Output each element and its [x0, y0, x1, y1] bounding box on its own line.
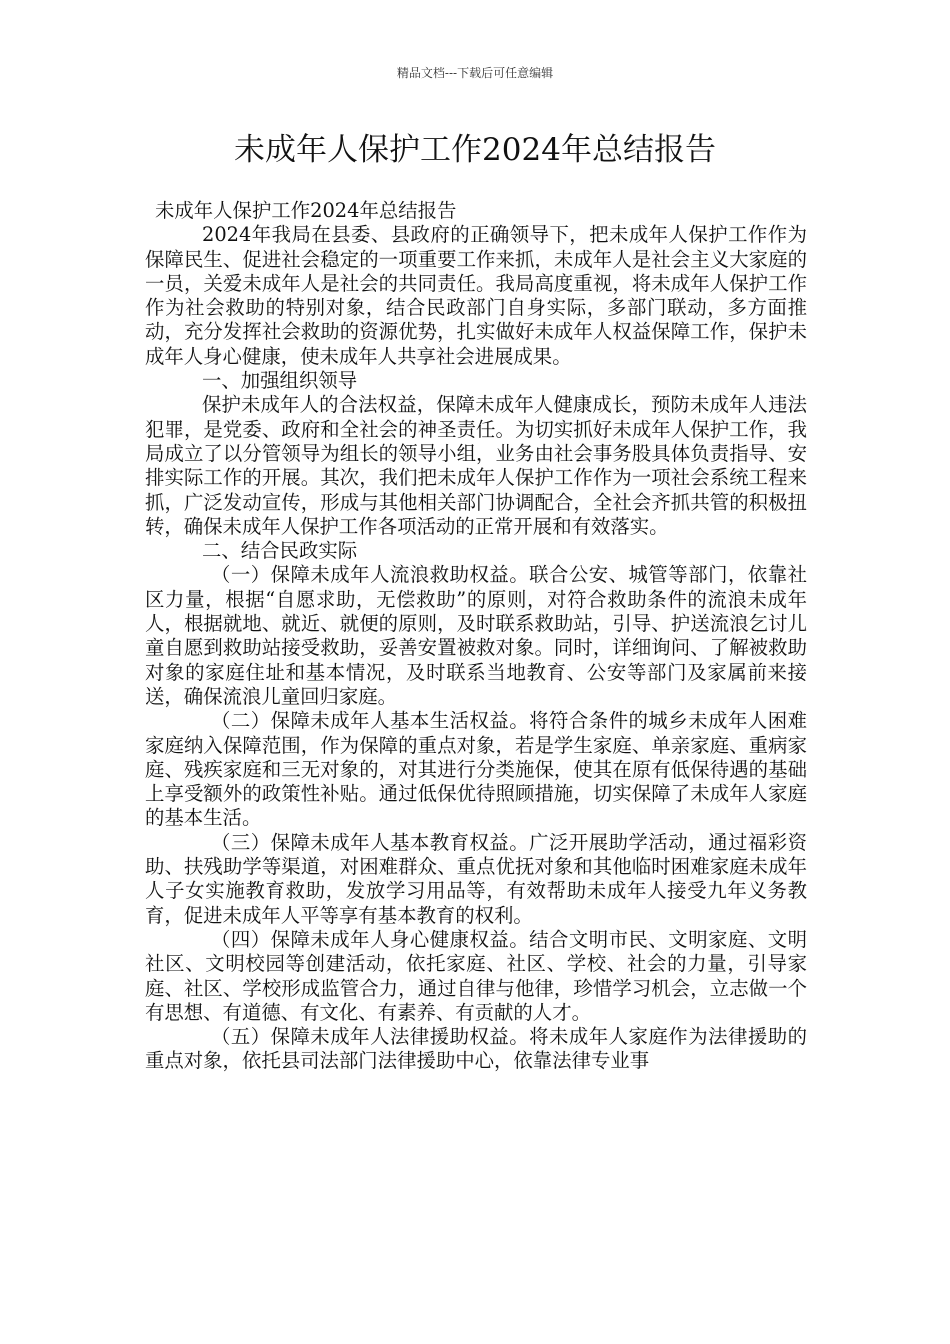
document-body — [145, 199, 807, 1074]
section-heading-2: 二、结合民政实际 — [202, 539, 358, 563]
paragraph-item-2: （二）保障未成年人基本生活权益。将符合条件的城乡未成年人困难家庭纳入保障范围，作为保障的重点对象，若是学生家庭、单亲家庭、重病家庭、残疾家庭和三无对象的，对其进行分类施保，使其在原有低保待遇的基础上享受额外的政策性补贴。通过低保优待照顾措施，切实保障了未成年人家庭的基本生活。 — [145, 709, 807, 830]
paragraph-item-5: （五）保障未成年人法律援助权益。将未成年人家庭作为法律援助的重点对象，依托县司法部门法律援助中心，依靠法律专业事 — [145, 1025, 807, 1073]
paragraph-intro: 2024年我局在县委、县政府的正确领导下，把未成年人保护工作作为保障民生、促进社会稳定的一项重要工作来抓，未成年人是社会主义大家庭的一员，关爱未成年人是社会的共同责任。我局高度重视，将未成年人保护工作作为社会救助的特别对象，结合民政部门自身实际，多部门联动，多方面推动，充分发挥社会救助的资源优势，扎实做好未成年人权益保障工作，保护未成年人身心健康，使未成年人共享社会进展成果。 — [145, 223, 807, 368]
paragraph-item-3: （三）保障未成年人基本教育权益。广泛开展助学活动，通过福彩资助、扶残助学等渠道，对困难群众、重点优抚对象和其他临时困难家庭未成年人子女实施教育救助，发放学习用品等，有效帮助未成年人接受九年义务教育，促进未成年人平等享有基本教育的权利。 — [145, 830, 807, 927]
document-subtitle: 未成年人保护工作2024年总结报告 — [155, 199, 457, 222]
page-header: 精品文档---下载后可任意编辑 — [396, 66, 554, 80]
paragraph-item-4: （四）保障未成年人身心健康权益。结合文明市民、文明家庭、文明社区、文明校园等创建活动，依托家庭、社区、学校、社会的力量，引导家庭、社区、学校形成监管合力，通过自律与他律，珍惜学习机会，立志做一个有思想、有道德、有文化、有素养、有贡献的人才。 — [145, 927, 807, 1024]
document-title: 未成年人保护工作2024年总结报告 — [234, 132, 716, 168]
paragraph-organization: 保护未成年人的合法权益，保障未成年人健康成长，预防未成年人违法犯罪，是党委、政府和全社会的神圣责任。为切实抓好未成年人保护工作，我局成立了以分管领导为组长的领导小组，业务由社会事务股具体负责指导、安排实际工作的开展。其次，我们把未成年人保护工作作为一项社会系统工程来抓，广泛发动宣传，形成与其他相关部门协调配合，全社会齐抓共管的积极扭转，确保未成年人保护工作各项活动的正常开展和有效落实。 — [145, 393, 807, 538]
paragraph-item-1: （一）保障未成年人流浪救助权益。联合公安、城管等部门，依靠社区力量，根据“自愿求助，无偿救助”的原则，对符合救助条件的流浪未成年人，根据就地、就近、就便的原则，及时联系救助站，引导、护送流浪乞讨儿童自愿到救助站接受救助，妥善安置被救对象。同时，详细询问、了解被救助对象的家庭住址和基本情况，及时联系当地教育、公安等部门及家属前来接送，确保流浪儿童回归家庭。 — [145, 563, 807, 708]
section-heading-1: 一、加强组织领导 — [202, 369, 358, 393]
